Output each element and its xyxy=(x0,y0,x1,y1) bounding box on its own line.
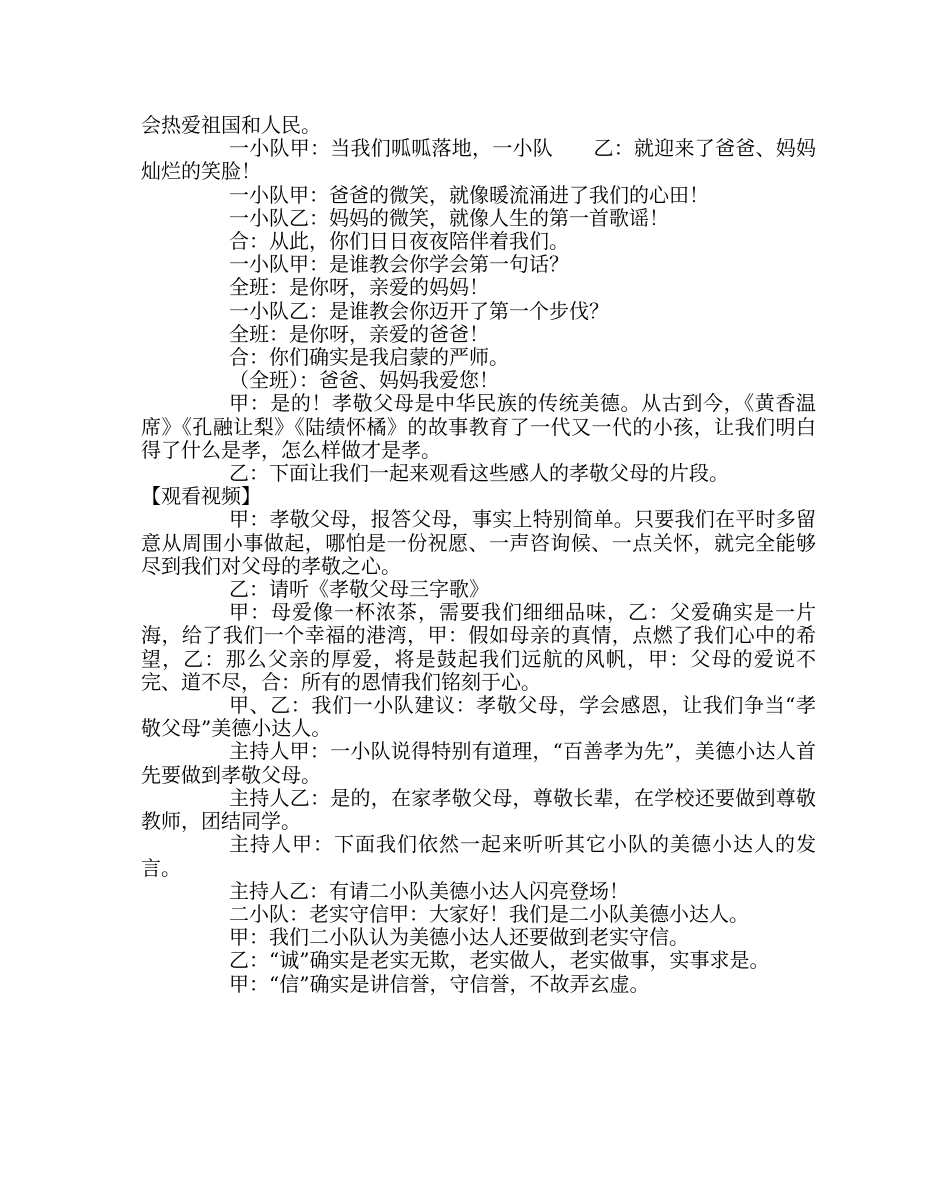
paragraph: 主持人乙：是的，在家孝敬父母，尊敬长辈，在学校还要做到尊敬教师，团结同学。 xyxy=(141,785,816,834)
paragraph: 乙：“诚”确实是老实无欺，老实做人，老实做事，实事求是。 xyxy=(229,948,770,973)
paragraph: 二小队：老实守信甲：大家好！我们是二小队美德小达人。 xyxy=(229,901,749,926)
paragraph: 甲：孝敬父母，报答父母，事实上特别简单。只要我们在平时多留意从周围小事做起，哪怕是一份祝愿、一声咨询候、一点关怀，就完全能够尽到我们对父母的孝敬之心。 xyxy=(141,507,816,578)
paragraph: 甲：“信”确实是讲信誉，守信誉，不故弄玄虚。 xyxy=(229,971,650,996)
paragraph: 合：你们确实是我启蒙的严师。 xyxy=(229,345,509,370)
paragraph: 主持人乙：有请二小队美德小达人闪亮登场！ xyxy=(229,878,629,903)
paragraph: 甲：母爱像一杯浓茶，需要我们细细品味，乙：父爱确实是一片海，给了我们一个幸福的港湾，甲：假如母亲的真情，点燃了我们心中的希望，乙：那么父亲的厚爱，将是鼓起我们远航的风帆，甲：父母的爱说不完、道不尽，合：所有的恩情我们铭刻于心。 xyxy=(141,600,816,694)
paragraph: 主持人甲：下面我们依然一起来听听其它小队的美德小达人的发言。 xyxy=(141,832,816,880)
paragraph: 合：从此，你们日日夜夜陪伴着我们。 xyxy=(229,229,569,254)
paragraph: 主持人甲：一小队说得特别有道理，“百善孝为先”，美德小达人首先要做到孝敬父母。 xyxy=(141,739,816,787)
paragraph: 甲：我们二小队认为美德小达人还要做到老实守信。 xyxy=(229,925,689,950)
paragraph: 全班：是你呀，亲爱的爸爸！ xyxy=(229,321,489,346)
paragraph: 甲、乙：我们一小队建议：孝敬父母，学会感恩，让我们争当“孝敬父母”美德小达人。 xyxy=(141,693,816,741)
paragraph: 一小队甲：是谁教会你学会第一句话？ xyxy=(229,252,569,277)
paragraph: 一小队甲：爸爸的微笑，就像暖流涌进了我们的心田！ xyxy=(229,182,709,207)
paragraph: 一小队乙：是谁教会你迈开了第一个步伐？ xyxy=(229,298,609,323)
paragraph: 会热爱祖国和人民。 xyxy=(141,113,321,137)
document-body xyxy=(141,114,816,996)
paragraph: 全班：是你呀，亲爱的妈妈！ xyxy=(229,275,489,300)
paragraph: 乙：下面让我们一起来观看这些感人的孝敬父母的片段。 xyxy=(229,461,729,486)
paragraph: 一小队乙：妈妈的微笑，就像人生的第一首歌谣！ xyxy=(229,205,669,230)
paragraph: 【观看视频】 xyxy=(141,484,261,509)
paragraph: 乙：请听《孝敬父母三字歌》 xyxy=(229,577,489,602)
paragraph: 甲：是的！孝敬父母是中华民族的传统美德。从古到今，《黄香温席》《孔融让梨》《陆绩怀橘》的故事教育了一代又一代的小孩，让我们明白得了什么是孝，怎么样做才是孝。 xyxy=(141,391,816,462)
paragraph: （全班）：爸爸、妈妈我爱您！ xyxy=(229,368,499,393)
paragraph: 一小队甲：当我们呱呱落地，一小队 乙：就迎来了爸爸、妈妈灿烂的笑脸！ xyxy=(141,136,816,184)
